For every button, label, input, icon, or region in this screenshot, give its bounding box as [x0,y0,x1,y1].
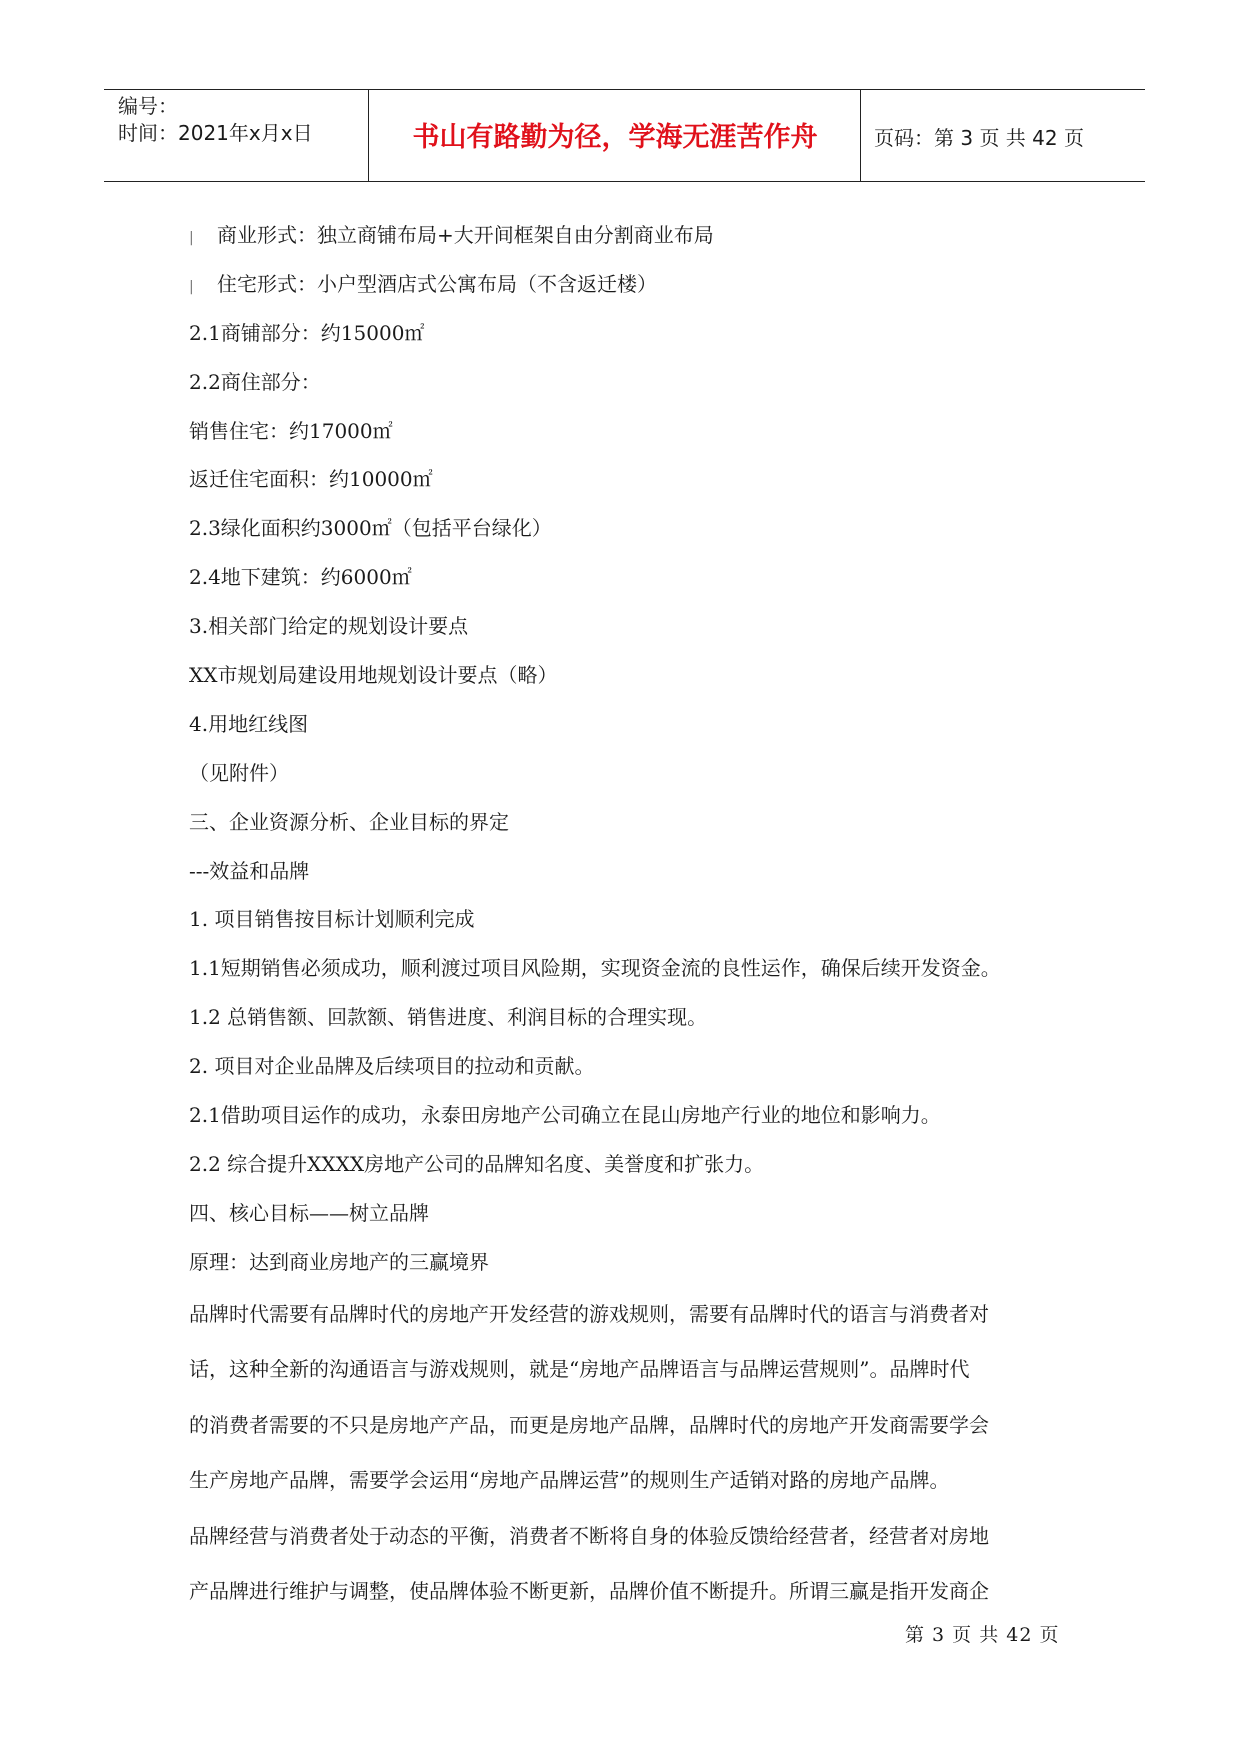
bullet-mark-icon: | [189,278,194,295]
text-line: 4.用地红线图 [189,711,309,736]
header-page-number: 页码：第 3 页 共 42 页 [874,126,1084,150]
text-line: ---效益和品牌 [189,858,310,883]
header-divider [860,90,861,182]
text-line: 1.1短期销售必须成功，顺利渡过项目风险期，实现资金流的良性运作，确保后续开发资金。 [189,956,1001,981]
text-line: 3.相关部门给定的规划设计要点 [189,614,469,639]
bullet-text: 住宅形式：小户型酒店式公寓布局（不含返迁楼） [217,271,657,296]
bullet-text: 商业形式：独立商铺布局+大开间框架自由分割商业布局 [217,223,714,247]
page-header [104,89,1145,182]
text-line: 销售住宅：约17000㎡ [189,418,393,443]
text-line: 2.1借助项目运作的成功，永泰田房地产公司确立在昆山房地产行业的地位和影响力。 [189,1103,941,1128]
text-line: （见附件） [189,760,289,785]
text-line: 原理：达到商业房地产的三赢境界 [189,1249,489,1274]
section-heading: 三、企业资源分析、企业目标的界定 [189,809,509,834]
time-label: 时间：2021年x月x日 [118,121,313,145]
text-line: 2.1商铺部分：约15000㎡ [189,320,425,345]
bullet-item [189,260,1069,309]
paragraph-line: 的消费者需要的不只是房地产产品，而更是房地产品牌，品牌时代的房地产开发商需要学会 [189,1412,989,1437]
text-line: XX市规划局建设用地规划设计要点（略） [189,663,558,688]
section-heading: 四、核心目标——树立品牌 [189,1200,429,1225]
paragraph-line: 话，这种全新的沟通语言与游戏规则，就是“房地产品牌语言与品牌运营规则”。品牌时代 [189,1357,970,1382]
text-line: 2.2商住部分： [189,369,321,394]
paragraph-line: 产品牌进行维护与调整，使品牌体验不断更新，品牌价值不断提升。所谓三赢是指开发商企 [189,1579,989,1604]
text-line: 2.2 综合提升XXXX房地产公司的品牌知名度、美誉度和扩张力。 [189,1151,765,1176]
bullet-mark-icon: | [189,230,194,246]
text-line: 返迁住宅面积：约10000㎡ [189,467,433,492]
paragraph-line: 生产房地产品牌，需要学会运用“房地产品牌运营”的规则生产适销对路的房地产品牌。 [189,1468,950,1493]
bullet-item [189,211,1069,260]
text-line: 1.2 总销售额、回款额、销售进度、利润目标的合理实现。 [189,1005,708,1030]
header-divider [368,90,369,182]
text-line: 2.3绿化面积约3000㎡（包括平台绿化） [189,516,552,541]
header-motto: 书山有路勤为径，学海无涯苦作舟 [412,122,818,153]
page-footer: 第 3 页 共 42 页 [905,1624,1060,1646]
text-line: 1. 项目销售按目标计划顺利完成 [189,907,475,932]
text-line: 2. 项目对企业品牌及后续项目的拉动和贡献。 [189,1054,595,1079]
number-label: 编号： [118,94,178,118]
paragraph-line: 品牌时代需要有品牌时代的房地产开发经营的游戏规则，需要有品牌时代的语言与消费者对 [189,1301,989,1326]
text-line: 2.4地下建筑：约6000㎡ [189,565,412,590]
paragraph-line: 品牌经营与消费者处于动态的平衡，消费者不断将自身的体验反馈给经营者，经营者对房地 [189,1523,989,1548]
document-body [189,211,1069,1620]
